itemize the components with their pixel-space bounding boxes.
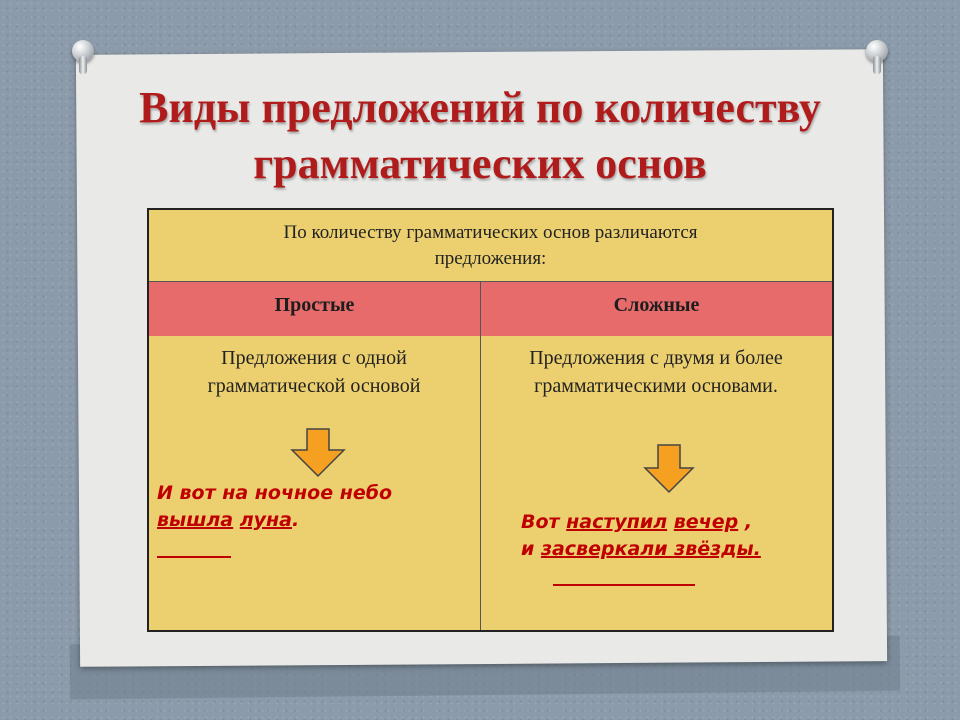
subject-underline (553, 584, 695, 586)
down-arrow-icon (643, 444, 695, 494)
simple-example (157, 480, 457, 534)
table-intro-row (149, 210, 832, 282)
down-arrow-icon (290, 428, 346, 478)
spacer-text (233, 509, 240, 531)
subject-word: вечер (673, 511, 739, 533)
comma-text: , (738, 511, 753, 533)
subject-word: звёзды. (674, 538, 761, 560)
pushpin-icon (862, 40, 892, 76)
subject-word: луна (239, 509, 292, 531)
header-simple: Простые (274, 294, 355, 316)
sentence-types-table (147, 208, 834, 632)
predicate-word: вышла (157, 509, 234, 531)
title-line-2: грамматических основ (253, 139, 707, 188)
column-divider (480, 282, 481, 630)
predicate-word: наступил (566, 511, 668, 533)
table-header-row (149, 282, 832, 337)
header-complex: Сложные (613, 294, 700, 316)
example-text: И вот на ночное небо (157, 482, 393, 504)
slide-title (0, 80, 960, 192)
complex-example (521, 509, 801, 563)
period-text: . (292, 509, 300, 531)
intro-text: По количеству грамматических основ различаются предложения: (283, 222, 698, 269)
pushpin-icon (68, 40, 98, 76)
spacer-text (667, 511, 674, 533)
title-line-1: Виды предложений по количеству (139, 83, 821, 132)
simple-description: Предложения с одной грамматической основой (207, 347, 421, 397)
predicate-word: засверкали (540, 538, 668, 560)
example-text: и (521, 538, 541, 560)
complex-description: Предложения с двумя и более грамматическими основами. (529, 347, 783, 397)
subject-underline (157, 556, 231, 558)
example-text: Вот (521, 511, 567, 533)
